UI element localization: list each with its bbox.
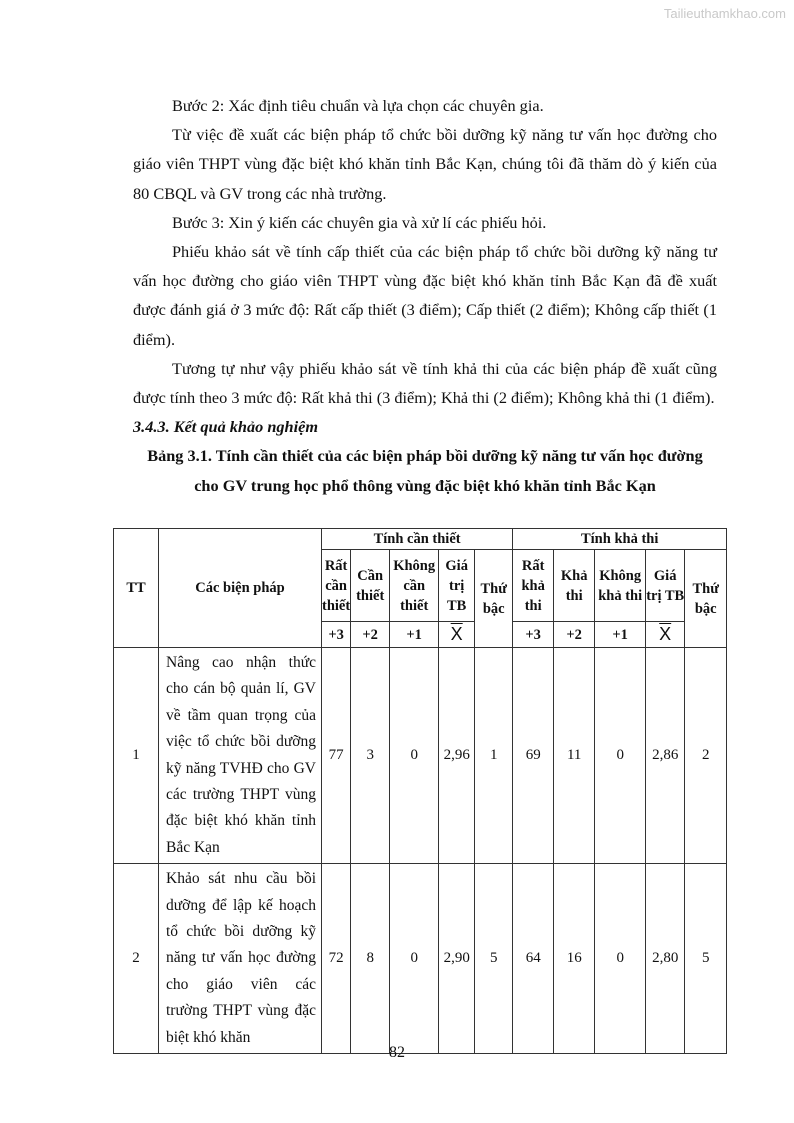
cell: 2,96 (439, 648, 475, 864)
cell: 2,90 (439, 864, 475, 1054)
cell-measure: Nâng cao nhận thức cho cán bộ quản lí, GV về tầm quan trọng của việc tổ chức bồi dưỡng kỹ năng TVHĐ cho GV các trường THPT vùng đặc biệt khó khăn tỉnh Bắc Kạn (159, 648, 322, 864)
section-heading: 3.4.3. Kết quả khảo nghiệm (133, 417, 319, 437)
header-necessity: Tính cần thiết (322, 529, 513, 550)
score: +2 (554, 622, 595, 648)
cell: 2,80 (646, 864, 685, 1054)
cell-measure: Khảo sát nhu cầu bồi dưỡng để lập kế hoạch tổ chức bồi dưỡng kỹ năng tư vấn học đường cho giáo viên các trường THPT vùng đặc biệt khó khăn (159, 864, 322, 1054)
header-measures: Các biện pháp (159, 529, 322, 648)
header-col: Không cần thiết (390, 550, 439, 622)
score: +1 (390, 622, 439, 648)
header-col: Giá trị TB (646, 550, 685, 622)
header-col: Thứ bậc (685, 550, 727, 648)
cell-tt: 1 (114, 648, 159, 864)
header-col: Rất cần thiết (322, 550, 351, 622)
paragraph: Từ việc đề xuất các biện pháp tổ chức bồi dưỡng kỹ năng tư vấn học đường cho giáo viên THPT vùng đặc biệt khó khăn tỉnh Bắc Kạn, chúng tôi đã thăm dò ý kiến của 80 CBQL và GV trong các nhà trường. (133, 125, 717, 203)
cell: 72 (322, 864, 351, 1054)
cell: 0 (390, 648, 439, 864)
cell: 0 (390, 864, 439, 1054)
score: +1 (595, 622, 646, 648)
mean-symbol: $\overline{X}$ (439, 622, 475, 648)
header-col: Cần thiết (351, 550, 390, 622)
score: +3 (322, 622, 351, 648)
results-table (113, 528, 727, 1054)
header-col: Giá trị TB (439, 550, 475, 622)
body-text (133, 91, 717, 500)
cell: 0 (595, 648, 646, 864)
mean-symbol: $\overline{X}$ (646, 622, 685, 648)
table-row (114, 648, 727, 864)
score: +3 (513, 622, 554, 648)
header-col: Khả thi (554, 550, 595, 622)
page-number: 82 (389, 1044, 405, 1061)
watermark: Tailieuthamkhao.com (663, 6, 786, 21)
score: +2 (351, 622, 390, 648)
cell: 5 (685, 864, 727, 1054)
header-feasibility: Tính khả thi (513, 529, 727, 550)
paragraph: Phiếu khảo sát về tính cấp thiết của các biện pháp tổ chức bồi dưỡng kỹ năng tư vấn học đường cho giáo viên THPT vùng đặc biệt khó khăn tỉnh Bắc Kạn đã đề xuất được đánh giá ở 3 mức độ: Rất cấp thiết (3 điểm); Cấp thiết (2 điểm); Không cấp thiết (1 điểm). (133, 242, 717, 349)
paragraph: Tương tự như vậy phiếu khảo sát về tính khả thi của các biện pháp đề xuất cũng được tính theo 3 mức độ: Rất khả thi (3 điểm); Khả thi (2 điểm); Không khả thi (1 điểm). (133, 358, 717, 408)
cell-tt: 2 (114, 864, 159, 1054)
cell: 5 (475, 864, 513, 1054)
header-tt: TT (114, 529, 159, 648)
cell: 1 (475, 648, 513, 864)
cell: 8 (351, 864, 390, 1054)
cell: 11 (554, 648, 595, 864)
table-caption: Bảng 3.1. Tính cần thiết của các biện pháp bồi dưỡng kỹ năng tư vấn học đường (147, 446, 703, 466)
cell: 16 (554, 864, 595, 1054)
cell: 64 (513, 864, 554, 1054)
header-col: Thứ bậc (475, 550, 513, 648)
header-col: Rất khả thi (513, 550, 554, 622)
cell: 0 (595, 864, 646, 1054)
cell: 77 (322, 648, 351, 864)
table-row (114, 864, 727, 1054)
cell: 2,86 (646, 648, 685, 864)
paragraph: Bước 3: Xin ý kiến các chuyên gia và xử lí các phiếu hỏi. (172, 212, 547, 232)
cell: 69 (513, 648, 554, 864)
header-col: Không khả thi (595, 550, 646, 622)
cell: 2 (685, 648, 727, 864)
paragraph: Bước 2: Xác định tiêu chuẩn và lựa chọn các chuyên gia. (172, 96, 544, 115)
cell: 3 (351, 648, 390, 864)
table-caption: cho GV trung học phổ thông vùng đặc biệt khó khăn tỉnh Bắc Kạn (194, 475, 656, 495)
